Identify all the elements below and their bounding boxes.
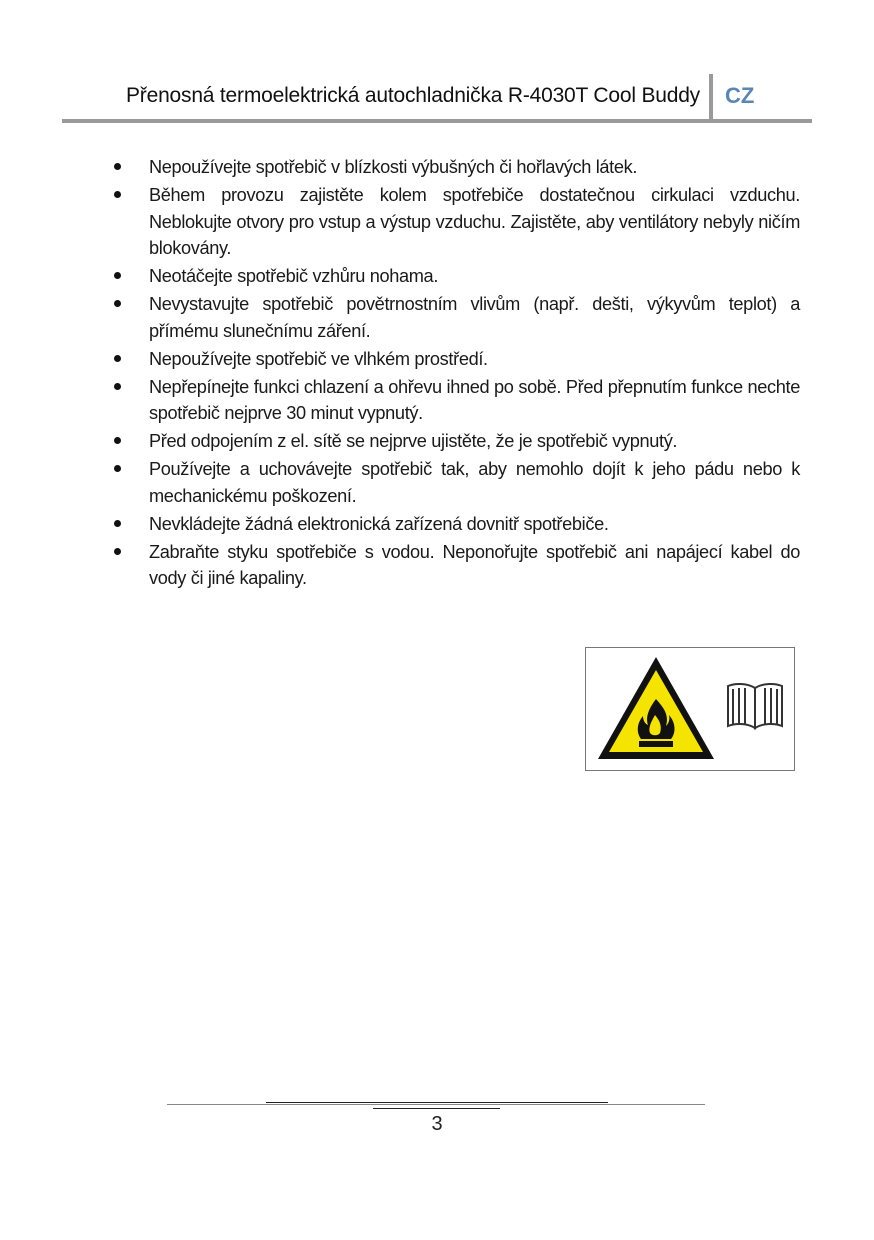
header-rule xyxy=(62,119,812,123)
list-item xyxy=(110,263,800,290)
list-item-text: Nepoužívejte spotřebič v blízkosti výbušných či hořlavých látek. xyxy=(149,157,638,177)
list-item-text: Během provozu zajistěte kolem spotřebiče dostatečnou cirkulaci vzduchu. Neblokujte otvory pro vstup a výstup vzduchu. Zajistěte, aby ventilátory nebyly ničím blokovány. xyxy=(149,185,800,258)
list-item xyxy=(110,539,800,592)
list-item xyxy=(110,154,800,181)
list-item xyxy=(110,428,800,455)
list-item-text: Před odpojením z el. sítě se nejprve ujistěte, že je spotřebič vypnutý. xyxy=(149,431,678,451)
bullet-icon xyxy=(114,465,121,472)
list-item-text: Nevystavujte spotřebič povětrnostním vlivům (např. dešti, výkyvům teplot) a přímému slunečnímu záření. xyxy=(149,294,800,341)
bullet-icon xyxy=(114,437,121,444)
list-item xyxy=(110,511,800,538)
bullet-icon xyxy=(114,383,121,390)
list-item xyxy=(110,291,800,344)
bullet-icon xyxy=(114,520,121,527)
document-title: Přenosná termoelektrická autochladnička R-4030T Cool Buddy xyxy=(125,84,700,107)
footer-rule xyxy=(167,1104,705,1105)
list-item-text: Nevkládejte žádná elektronická zařízená dovnitř spotřebiče. xyxy=(149,513,609,534)
list-item-text: Zabraňte styku spotřebiče s vodou. Neponořujte spotřebič ani napájecí kabel do vody či jiné kapaliny. xyxy=(149,541,800,588)
bullet-icon xyxy=(114,355,121,362)
list-item-text: Neotáčejte spotřebič vzhůru nohama. xyxy=(149,266,439,286)
list-item-text: Používejte a uchovávejte spotřebič tak, aby nemohlo dojít k jeho pádu nebo k mechanickému poškození. xyxy=(149,459,800,506)
language-code: CZ xyxy=(725,83,755,108)
footer-rule xyxy=(373,1108,500,1109)
safety-pictogram-box xyxy=(585,647,795,771)
list-item xyxy=(110,456,800,509)
bullet-icon xyxy=(114,163,121,170)
page-number: 3 xyxy=(431,1113,443,1135)
list-item-text: Nepřepínejte funkci chlazení a ohřevu ihned po sobě. Před přepnutím funkce nechte spotřebič nejprve 30 minut vypnutý. xyxy=(149,376,800,423)
page-header xyxy=(62,74,812,122)
bullet-icon xyxy=(114,548,121,555)
list-item xyxy=(110,346,800,373)
bullet-icon xyxy=(114,272,121,279)
read-manual-icon xyxy=(723,680,787,732)
list-item xyxy=(110,374,800,427)
safety-instructions-list xyxy=(110,154,800,593)
bullet-icon xyxy=(114,300,121,307)
header-divider xyxy=(709,74,713,122)
list-item xyxy=(110,182,800,262)
list-item-text: Nepoužívejte spotřebič ve vlhkém prostředí. xyxy=(149,348,488,369)
flammable-warning-icon xyxy=(594,653,718,763)
footer-rule xyxy=(266,1102,608,1103)
bullet-icon xyxy=(114,191,121,198)
